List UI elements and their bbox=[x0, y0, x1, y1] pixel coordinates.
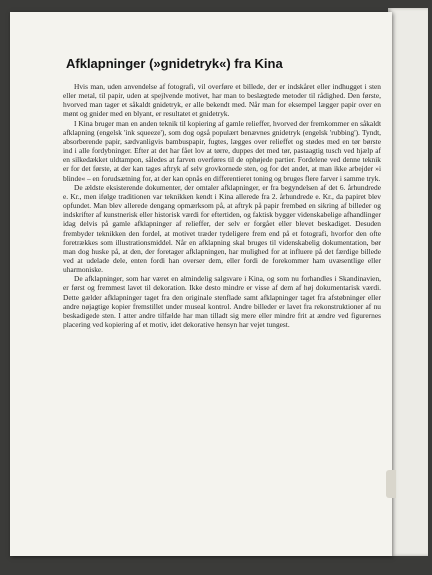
paragraph: I Kina bruger man en anden teknik til kopiering af gamle relieffer, hvorved der fremkommer en såkaldt afklapning (engelsk 'ink squeeze'), som dog også populært benævnes gnidetryk (engelsk 'rubbing'). Tyndt, absorberende papir, sædvanligvis bambuspapir, fugtes, lægges over relieffet og stødes med en tør børste ind i alle fordybninger. Efter at det har fået lov at tørre, duppes det med tør, pastaagtig tusch ved hjælp af en silkedækket uldtampon, således at farven overføres til de ophøjede partier. Fordelene ved denne teknik er for det første, at der kan tages aftryk af selv grovkornede sten, og for det andet, at man ikke arbejder »i blinde« – en forudsætning for, at der kan opnås en differentieret toning og bruges flere farver i samme tryk. bbox=[63, 118, 381, 183]
torn-edge bbox=[386, 470, 396, 498]
page-title: Afklapninger (»gnidetryk«) fra Kina bbox=[66, 56, 283, 71]
paragraph: De ældste eksisterende dokumenter, der omtaler afklapninger, er fra begyndelsen af det 6. århundrede e. Kr., men ifølge traditionen var teknikken kendt i Kina allerede fra 2. århundrede e. Kr., da papiret blev opfundet. Man blev allerede dengang opmærksom på, at aftryk på papir frembød en sikring af billeder og indskrifter af kunstnerisk eller historisk værdi for eftertiden, og faktisk bygger videnskabelige afhandlinger idag delvis på gamle afklapninger af relieffer, der selv er forgået eller blevet beskadiget. Desuden frembyder teknikken den fordel, at motivet træder tydeligere frem end på et fotografi, hvorfor den ofte foretrækkes som illustrationsmiddel. Når en afklapning skal bruges til videnskabelig dokumentation, bør man dog huske på, at den, der foretager afklapningen, har mulighed for at influere på det færdige billede ved at udelade dele, enten fordi han overser dem, eller fordi de forekommer ham uvæsentlige eller uharmoniske. bbox=[63, 182, 381, 275]
paragraph: De afklapninger, som har været en almindelig salgsvare i Kina, og som nu forhandles i Skandinavien, er først og fremmest lavet til dekoration. Ikke desto mindre er visse af dem af høj dokumentarisk værdi. Dette gælder afklapninger taget fra den originale stenflade samt afklapninger taget fra afstøbninger eller andre nøjagtige kopier fremstillet under museal kontrol. Andre billeder er lavet fra rekonstruktioner af nu beskadigede sten. I atter andre tilfælde har man tilladt sig mere eller mindre frit at ændre ved figurernes placering ved kopiering af et motiv, idet dekorative hensyn har vejet tungest. bbox=[63, 274, 381, 330]
body-text bbox=[63, 82, 381, 329]
paragraph: Hvis man, uden anvendelse af fotografi, vil overføre et billede, der er indskåret eller indhugget i sten eller metal, til papir, uden at spejlvende motivet, har man to beslægtede metoder til rådighed. Den første, hvorved man tager et såkaldt gnidetryk, er alle bekendt med. Når man for eksempel lægger papir over en mønt og gnider med en blyant, er resultatet et gnidetryk. bbox=[63, 82, 381, 119]
document-page bbox=[10, 12, 392, 556]
